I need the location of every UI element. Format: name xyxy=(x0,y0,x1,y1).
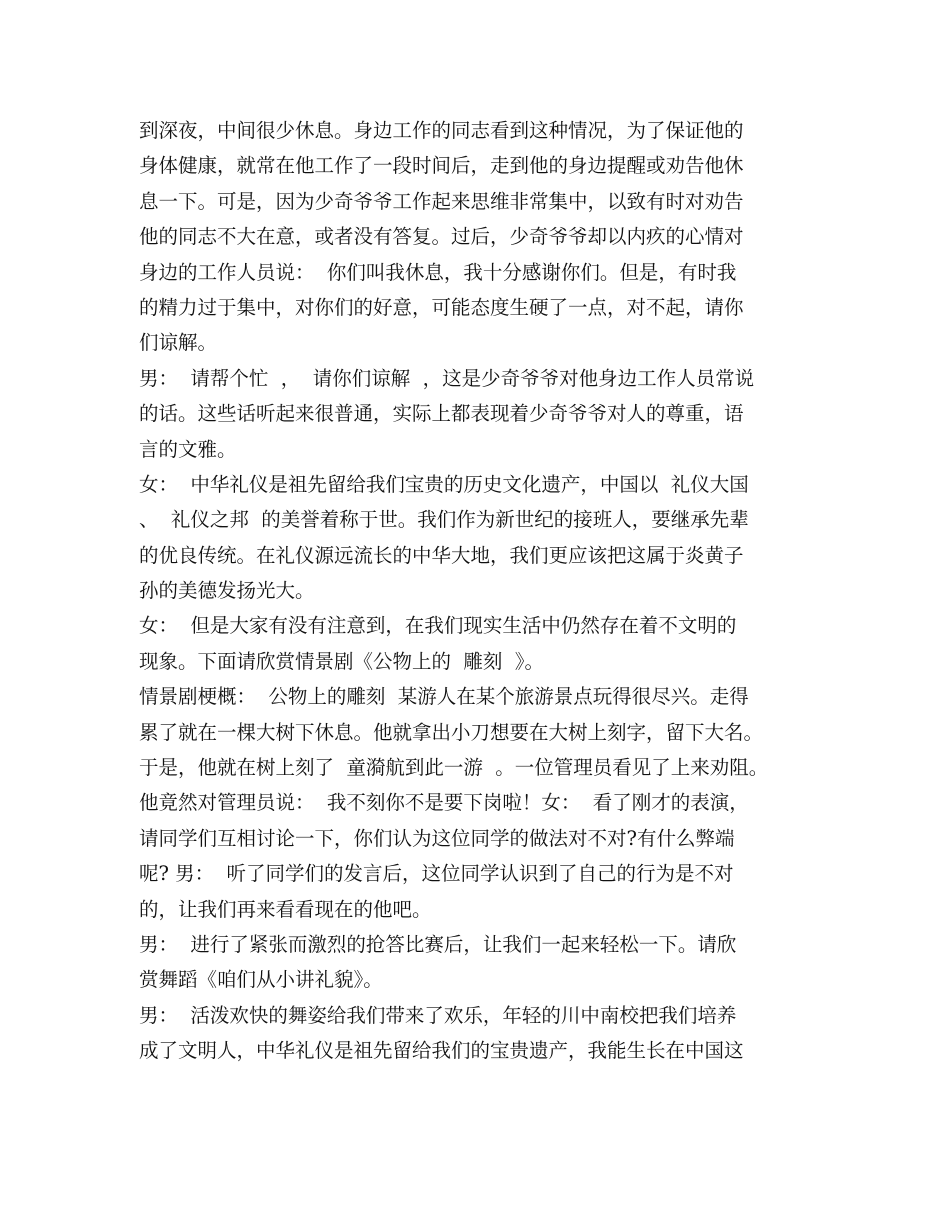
text-line: 他的同志不大在意，或者没有答复。过后，少奇爷爷却以内疚的心情对 xyxy=(139,225,744,249)
text-line: 男： 活泼欢快的舞姿给我们带来了欢乐，年轻的川中南校把我们培养 xyxy=(139,1003,737,1027)
text-line: 成了文明人，中华礼仪是祖先留给我们的宝贵遗产，我能生长在中国这 xyxy=(139,1039,744,1063)
text-line: 的精力过于集中，对你们的好意，可能态度生硬了一点，对不起，请你 xyxy=(139,295,744,319)
text-line: 男： 请帮个忙 ， 请你们谅解 ，这是少奇爷爷对他身边工作人员常说 xyxy=(139,366,755,390)
text-line: 孙的美德发扬光大。 xyxy=(139,579,315,603)
text-line: 男： 进行了紧张而激烈的抢答比赛后，让我们一起来轻松一下。请欣 xyxy=(139,932,737,956)
text-line: 们谅解。 xyxy=(139,331,218,355)
text-line: 累了就在一棵大树下休息。他就拿出小刀想要在大树上刻字，留下大名。 xyxy=(139,720,764,744)
text-line: 的话。这些话听起来很普通，实际上都表现着少奇爷爷对人的尊重，语 xyxy=(139,402,744,426)
document-body xyxy=(139,113,829,1069)
text-line: 赏舞蹈《咱们从小讲礼貌》。 xyxy=(139,968,383,992)
text-line: 呢? 男： 听了同学们的发言后，这位同学认识到了自己的行为是不对 xyxy=(139,862,734,886)
text-line: 现象。下面请欣赏情景剧《公物上的 雕刻 》。 xyxy=(139,649,545,673)
text-line: 身边的工作人员说： 你们叫我休息，我十分感谢你们。但是，有时我 xyxy=(139,260,737,284)
text-line: 请同学们互相讨论一下，你们认为这位同学的做法对不对?有什么弊端 xyxy=(139,826,735,850)
text-line: 情景剧梗概： 公物上的雕刻 某游人在某个旅游景点玩得很尽兴。走得 xyxy=(139,685,749,709)
text-line: 女： 但是大家有没有注意到，在我们现实生活中仍然存在着不文明的 xyxy=(139,614,737,638)
text-line: 他竟然对管理员说： 我不刻你不是要下岗啦！女： 看了刚才的表演， xyxy=(139,791,749,815)
text-line: 于是，他就在树上刻了 童漪航到此一游 。一位管理员看见了上来劝阻。 xyxy=(139,756,769,780)
text-line: 身体健康，就常在他工作了一段时间后，走到他的身边提醒或劝告他休 xyxy=(139,154,744,178)
text-line: 息一下。可是，因为少奇爷爷工作起来思维非常集中，以致有时对劝告 xyxy=(139,189,744,213)
text-line: 到深夜，中间很少休息。身边工作的同志看到这种情况，为了保证他的 xyxy=(139,119,744,142)
text-line: 的优良传统。在礼仪源远流长的中华大地，我们更应该把这属于炎黄子 xyxy=(139,543,744,567)
text-line: 女： 中华礼仪是祖先留给我们宝贵的历史文化遗产，中国以 礼仪大国 xyxy=(139,472,749,496)
text-line: 、 礼仪之邦 的美誉着称于世。我们作为新世纪的接班人，要继承先辈 xyxy=(139,508,749,532)
text-line: 的，让我们再来看看现在的他吧。 xyxy=(139,897,432,921)
text-line: 言的文雅。 xyxy=(139,437,237,461)
